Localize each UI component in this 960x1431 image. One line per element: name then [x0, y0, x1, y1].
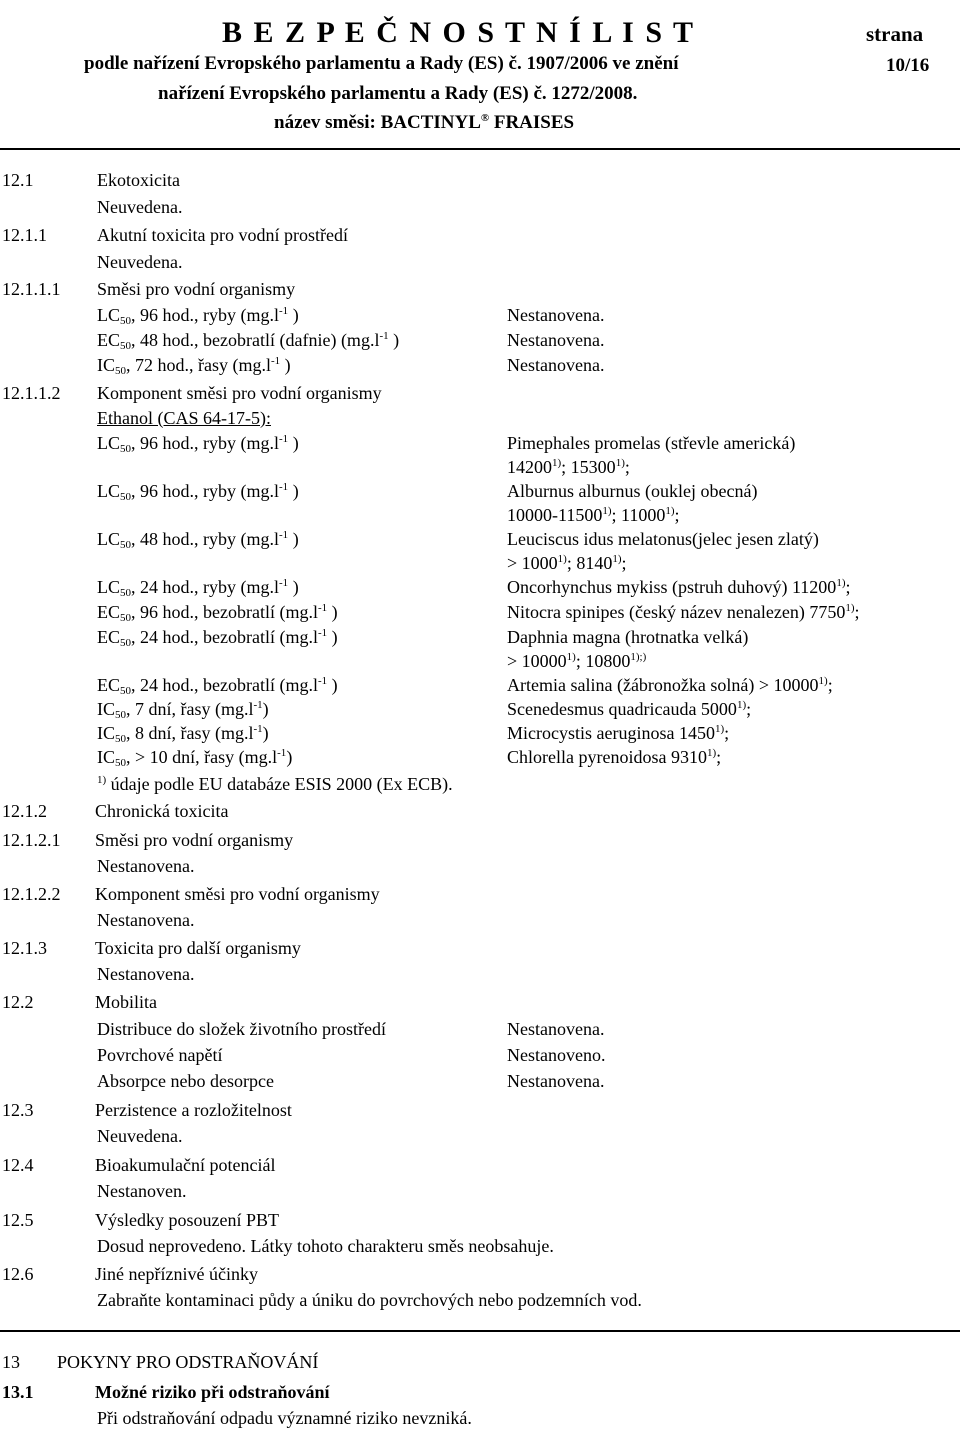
section-number: 12.1.2.2	[2, 884, 61, 904]
toxicity-parameter: $LC_{50}$, 24 hod., ryby ($mg.l^{-1}$ )	[97, 577, 299, 599]
property-label: Povrchové napětí	[97, 1045, 223, 1065]
toxicity-parameter: $LC_{50}$, 48 hod., ryby ($mg.l^{-1}$ )	[97, 529, 299, 551]
section-title: Výsledky posouzení PBT	[95, 1210, 279, 1230]
section-divider	[0, 1330, 960, 1332]
document-title: B E Z P E Č N O S T N Í L I S T	[222, 16, 696, 49]
product-name: název směsi: BACTINYL® FRAISES	[274, 112, 575, 133]
toxicity-value: Nitocra spinipes (český název nenalezen) 7750$^{1)}$;	[507, 602, 860, 622]
page-label: strana	[866, 22, 924, 46]
page-number: 10/16	[886, 55, 930, 76]
section-title: Možné riziko při odstraňování	[95, 1382, 330, 1402]
section-title: Komponent směsi pro vodní organismy	[97, 383, 382, 403]
toxicity-parameter: $EC_{50}$, 24 hod., bezobratlí ($mg.l^{-1}$ )	[97, 627, 338, 649]
section-text: Nestanovena.	[97, 910, 195, 930]
section-title: Akutní toxicita pro vodní prostředí	[97, 225, 348, 245]
property-label: Distribuce do složek životního prostředí	[97, 1019, 386, 1039]
toxicity-value: Microcystis aeruginosa 1450$^{1)}$;	[507, 723, 730, 743]
header-divider	[0, 148, 960, 150]
section-number: 13	[2, 1352, 20, 1372]
toxicity-parameter: $IC_{50}$, 7 dní, řasy $(mg.l^{-1})$	[97, 699, 269, 721]
section-text: Zabraňte kontaminaci půdy a úniku do povrchových nebo podzemních vod.	[97, 1290, 642, 1310]
footnote: $^{1)}$ údaje podle EU databáze ESIS 2000 (Ex ECB).	[97, 774, 453, 794]
toxicity-value: Oncorhynchus mykiss (pstruh duhový) 11200$^{1)}$;	[507, 577, 851, 597]
toxicity-parameter: $IC_{50}$, 72 hod., řasy ($mg.l^{-1}$ )	[97, 355, 291, 377]
property-value: Nestanovena.	[507, 1019, 605, 1039]
species-name: Pimephales promelas (střevle americká)	[507, 433, 796, 453]
toxicity-value: Scenedesmus quadricauda 5000$^{1)}$;	[507, 699, 752, 719]
section-number: 12.2	[2, 992, 34, 1012]
species-name: Daphnia magna (hrotnatka velká)	[507, 627, 749, 647]
property-value: Nestanovena.	[507, 1071, 605, 1091]
section-title: Chronická toxicita	[95, 801, 229, 821]
section-number: 12.1.3	[2, 938, 47, 958]
section-number: 12.1.2.1	[2, 830, 61, 850]
species-name: Leuciscus idus melatonus(jelec jesen zlatý)	[507, 529, 819, 549]
section-title: Komponent směsi pro vodní organismy	[95, 884, 380, 904]
section-number: 12.4	[2, 1155, 34, 1175]
toxicity-parameter: $IC_{50}$, > 10 dní, řasy $(mg.l^{-1})$	[97, 747, 293, 769]
toxicity-parameter: $LC_{50}$, 96 hod., ryby ($mg.l^{-1}$ )	[97, 305, 299, 327]
species-name: Alburnus alburnus (ouklej obecná)	[507, 481, 758, 501]
section-text: Nestanoven.	[97, 1181, 187, 1201]
section-number: 12.1.2	[2, 801, 47, 821]
toxicity-value: Nestanovena.	[507, 330, 605, 350]
toxicity-parameter: $EC_{50}$, 96 hod., bezobratlí ($mg.l^{-1}$ )	[97, 602, 338, 624]
toxicity-parameter: $EC_{50}$, 24 hod., bezobratlí ($mg.l^{-1}$ )	[97, 675, 338, 697]
section-title: Toxicita pro další organismy	[95, 938, 301, 958]
toxicity-value: Nestanovena.	[507, 305, 605, 325]
toxicity-value: Artemia salina (žábronožka solná) > $10000^{1)}$;	[507, 675, 833, 695]
toxicity-value: Nestanovena.	[507, 355, 605, 375]
toxicity-parameter: $LC_{50}$, 96 hod., ryby ($mg.l^{-1}$ )	[97, 481, 299, 503]
toxicity-value: 14200$^{1)}$; 15300$^{1)}$;	[507, 457, 630, 477]
section-title: Směsi pro vodní organismy	[97, 279, 296, 299]
section-number: 12.1	[2, 170, 34, 190]
section-title: Perzistence a rozložitelnost	[95, 1100, 292, 1120]
regulation-line-2: nařízení Evropského parlamentu a Rady (ES) č. 1272/2008.	[158, 83, 638, 104]
section-number: 12.1.1	[2, 225, 47, 245]
section-number: 12.5	[2, 1210, 34, 1230]
section-number: 12.1.1.2	[2, 383, 61, 403]
toxicity-value: > $10000^{1)}$; $10800^{1);)}$	[507, 651, 647, 671]
section-text: Nestanovena.	[97, 964, 195, 984]
section-number: 12.3	[2, 1100, 34, 1120]
property-label: Absorpce nebo desorpce	[97, 1071, 274, 1091]
section-title: Směsi pro vodní organismy	[95, 830, 294, 850]
toxicity-value: Chlorella pyrenoidosa 9310$^{1)}$;	[507, 747, 722, 767]
toxicity-parameter: $LC_{50}$, 96 hod., ryby ($mg.l^{-1}$ )	[97, 433, 299, 455]
section-title: Mobilita	[95, 992, 157, 1012]
section-title: POKYNY PRO ODSTRAŇOVÁNÍ	[57, 1352, 319, 1372]
section-number: 12.6	[2, 1264, 34, 1284]
section-text: Neuvedena.	[97, 252, 183, 272]
section-text: Nestanovena.	[97, 856, 195, 876]
toxicity-value: > $1000^{1)}$; 8140$^{1)}$;	[507, 553, 627, 573]
toxicity-parameter: $IC_{50}$, 8 dní, řasy $(mg.l^{-1})$	[97, 723, 269, 745]
regulation-line-1: podle nařízení Evropského parlamentu a Rady (ES) č. 1907/2006 ve znění	[84, 53, 679, 74]
section-text: Neuvedena.	[97, 1126, 183, 1146]
section-title: Jiné nepříznivé účinky	[95, 1264, 258, 1284]
section-title: Ekotoxicita	[97, 170, 180, 190]
component-name: Ethanol (CAS 64-17-5):	[97, 408, 271, 428]
toxicity-value: 10000-11500$^{1)}$; 11000$^{1)}$;	[507, 505, 680, 525]
section-text: Při odstraňování odpadu významné riziko nevzniká.	[97, 1408, 472, 1428]
section-number: 12.1.1.1	[2, 279, 61, 299]
toxicity-parameter: $EC_{50}$, 48 hod., bezobratlí (dafnie) ($mg.l^{-1}$ )	[97, 330, 400, 352]
property-value: Nestanoveno.	[507, 1045, 606, 1065]
section-title: Bioakumulační potenciál	[95, 1155, 276, 1175]
section-text: Dosud neprovedeno. Látky tohoto charakteru směs neobsahuje.	[97, 1236, 554, 1256]
section-text: Neuvedena.	[97, 197, 183, 217]
section-number: 13.1	[2, 1382, 34, 1402]
